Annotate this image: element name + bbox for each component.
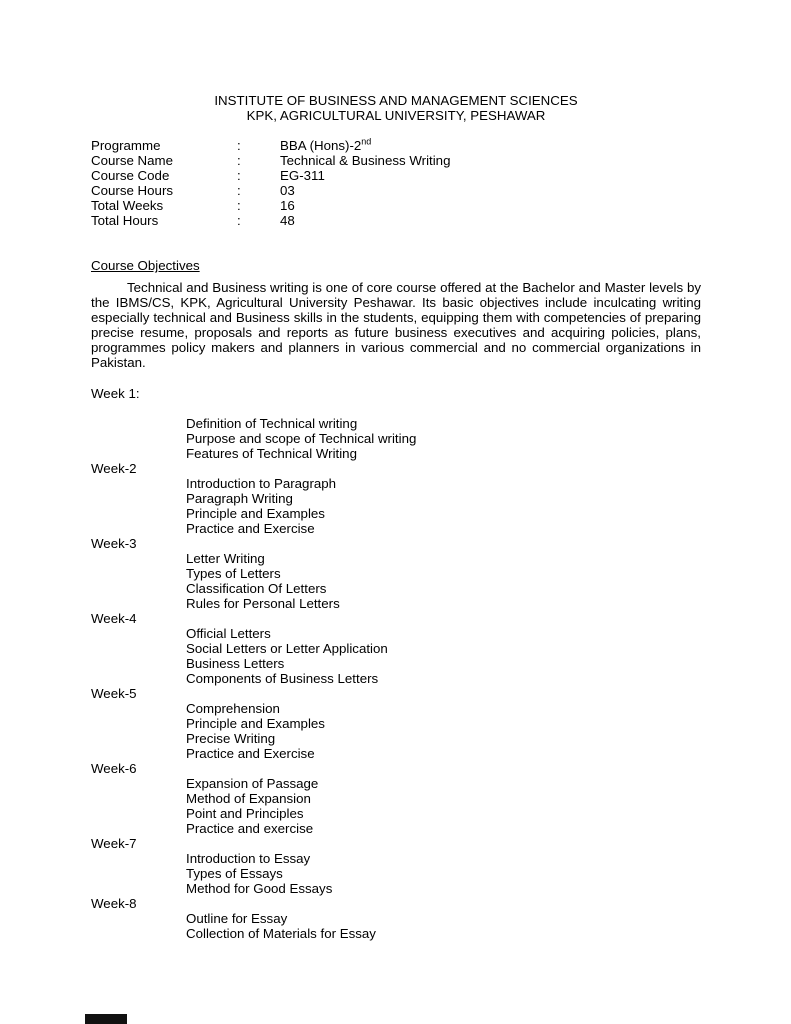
week-block-1 bbox=[91, 386, 701, 461]
course-topic: Types of Letters bbox=[186, 566, 281, 581]
info-row-course-name bbox=[91, 153, 701, 168]
week-block-7 bbox=[91, 836, 701, 896]
info-colon: : bbox=[237, 213, 241, 228]
course-objectives-paragraph: Technical and Business writing is one of core course offered at the Bachelor and Master levels by the IBMS/CS, KPK, Agricultural University Peshawar. Its basic objectives include inculcating writing especially technical and Business skills in the students, equipping them with competencies of preparing precise resume, proposals and reports as future business executives and acquiring policies, plans, programmes policy makers and planners in various commercial and no commercial organizations in Pakistan. bbox=[91, 280, 701, 370]
week-label: Week-5 bbox=[91, 686, 137, 701]
info-label: Course Name bbox=[91, 153, 174, 168]
course-topic: Precise Writing bbox=[186, 731, 276, 746]
info-value: EG-311 bbox=[280, 168, 325, 183]
week-label: Week-4 bbox=[91, 611, 137, 626]
course-topic: Method for Good Essays bbox=[186, 881, 333, 896]
course-topic: Expansion of Passage bbox=[186, 776, 319, 791]
info-label: Course Code bbox=[91, 168, 170, 183]
week-block-4 bbox=[91, 611, 701, 686]
info-label: Programme bbox=[91, 138, 161, 153]
course-topic: Definition of Technical writing bbox=[186, 416, 358, 431]
info-row-total-hours bbox=[91, 213, 701, 228]
course-topic: Principle and Examples bbox=[186, 506, 325, 521]
info-colon: : bbox=[237, 153, 241, 168]
course-topic: Introduction to Essay bbox=[186, 851, 311, 866]
info-value: 16 bbox=[280, 198, 295, 213]
course-topic: Outline for Essay bbox=[186, 911, 288, 926]
course-topic: Components of Business Letters bbox=[186, 671, 379, 686]
info-label: Course Hours bbox=[91, 183, 174, 198]
info-row-programme bbox=[91, 138, 701, 153]
info-value: 03 bbox=[280, 183, 295, 198]
page-bottom-scan-artifact bbox=[85, 1014, 127, 1024]
course-schedule bbox=[91, 386, 701, 941]
week-label: Week-7 bbox=[91, 836, 137, 851]
week-block-2 bbox=[91, 461, 701, 536]
week-items bbox=[186, 776, 701, 836]
course-topic: Business Letters bbox=[186, 656, 285, 671]
info-label: Total Weeks bbox=[91, 198, 164, 213]
course-topic: Letter Writing bbox=[186, 551, 265, 566]
week-items bbox=[186, 911, 701, 941]
week-block-5 bbox=[91, 686, 701, 761]
week-items bbox=[186, 551, 701, 611]
week-label: Week-6 bbox=[91, 761, 137, 776]
week-label: Week-2 bbox=[91, 461, 137, 476]
info-value: Technical & Business Writing bbox=[280, 153, 451, 168]
course-topic: Features of Technical Writing bbox=[186, 446, 357, 461]
info-label: Total Hours bbox=[91, 213, 159, 228]
week-block-6 bbox=[91, 761, 701, 836]
info-value: 48 bbox=[280, 213, 295, 228]
info-colon: : bbox=[237, 168, 241, 183]
info-row-course-hours bbox=[91, 183, 701, 198]
week-label: Week-8 bbox=[91, 896, 137, 911]
week-block-8 bbox=[91, 896, 701, 941]
course-topic: Practice and Exercise bbox=[186, 746, 315, 761]
course-topic: Classification Of Letters bbox=[186, 581, 327, 596]
info-row-course-code bbox=[91, 168, 701, 183]
course-topic: Social Letters or Letter Application bbox=[186, 641, 388, 656]
document-title-line1: INSTITUTE OF BUSINESS AND MANAGEMENT SCIENCES bbox=[214, 93, 578, 108]
course-topic: Comprehension bbox=[186, 701, 280, 716]
week-items bbox=[186, 851, 701, 896]
week-items bbox=[186, 476, 701, 536]
info-value bbox=[280, 138, 371, 153]
course-topic: Paragraph Writing bbox=[186, 491, 293, 506]
course-topic: Collection of Materials for Essay bbox=[186, 926, 376, 941]
course-topic: Purpose and scope of Technical writing bbox=[186, 431, 417, 446]
week-label: Week 1: bbox=[91, 386, 140, 401]
course-info-table bbox=[91, 138, 701, 228]
document-title-line2: KPK, AGRICULTURAL UNIVERSITY, PESHAWAR bbox=[246, 108, 546, 123]
week-items bbox=[186, 701, 701, 761]
course-topic: Types of Essays bbox=[186, 866, 283, 881]
course-topic: Official Letters bbox=[186, 626, 271, 641]
course-topic: Point and Principles bbox=[186, 806, 304, 821]
week-items bbox=[186, 626, 701, 686]
info-colon: : bbox=[237, 198, 241, 213]
course-topic: Method of Expansion bbox=[186, 791, 311, 806]
week-block-3 bbox=[91, 536, 701, 611]
course-topic: Practice and Exercise bbox=[186, 521, 315, 536]
week-label: Week-3 bbox=[91, 536, 137, 551]
course-topic: Principle and Examples bbox=[186, 716, 325, 731]
course-topic: Rules for Personal Letters bbox=[186, 596, 340, 611]
info-colon: : bbox=[237, 138, 241, 153]
info-row-total-weeks bbox=[91, 198, 701, 213]
week-items bbox=[186, 416, 701, 461]
course-objectives-heading: Course Objectives bbox=[91, 258, 200, 273]
course-topic: Introduction to Paragraph bbox=[186, 476, 337, 491]
course-topic: Practice and exercise bbox=[186, 821, 314, 836]
info-colon: : bbox=[237, 183, 241, 198]
info-value-superscript: nd bbox=[361, 136, 372, 147]
info-value-text: BBA (Hons)-2 bbox=[280, 138, 362, 153]
